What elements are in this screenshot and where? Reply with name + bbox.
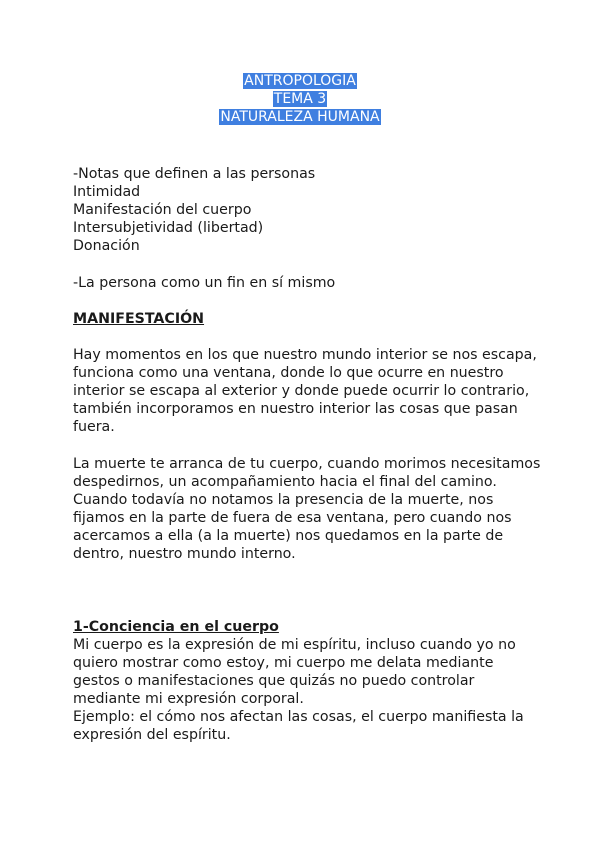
manifestacion-text: Cuando todavía no notamos la presencia de la muerte, nos fijamos en la parte de fuera de esa ventana, pero cuando nos acercamos a ella (a la muerte) nos quedamos en la parte de dentro, nuestro mundo interno.: [73, 492, 512, 562]
conciencia-section: [73, 618, 543, 744]
header-subject[interactable]: ANTROPOLOGIA: [244, 73, 356, 89]
conciencia-text: Mi cuerpo es la expresión de mi espíritu, incluso cuando yo no quiero mostrar como estoy, mi cuerpo me delata mediante gestos o manifestaciones que quizás no puedo controlar mediante mi expresión corporal.: [73, 637, 516, 707]
fin-section: [73, 274, 543, 292]
conciencia-text: Ejemplo: el cómo nos afectan las cosas, el cuerpo manifiesta la expresión del espíritu.: [73, 709, 524, 743]
manifestacion-text: Hay momentos en los que nuestro mundo interior se nos escapa, funciona como una ventana, donde lo que ocurre en nuestro interior se escapa al exterior y donde puede ocurrir lo contrario, también incorporamos en nuestro interior las cosas que pasan fuera.: [73, 347, 537, 435]
notes-item: Donación: [73, 238, 140, 254]
document-header: [0, 72, 600, 126]
notes-title: -Notas que definen a las personas: [73, 166, 316, 182]
manifestacion-text: La muerte te arranca de tu cuerpo, cuando morimos necesitamos despedirnos, un acompañamiento hacia el final del camino.: [73, 456, 541, 490]
notes-item: Manifestación del cuerpo: [73, 202, 252, 218]
manifestacion-heading-block: [73, 310, 543, 328]
notes-item: Intimidad: [73, 184, 141, 200]
manifestacion-paragraph-1: [73, 346, 543, 436]
fin-line: -La persona como un fin en sí mismo: [73, 275, 336, 291]
manifestacion-paragraph-2: [73, 455, 543, 563]
notes-section: [73, 165, 543, 255]
conciencia-heading: 1-Conciencia en el cuerpo: [73, 619, 279, 635]
notes-item: Intersubjetividad (libertad): [73, 220, 264, 236]
manifestacion-heading: MANIFESTACIÓN: [73, 311, 205, 327]
header-topic-number[interactable]: TEMA 3: [273, 91, 327, 107]
header-topic-title[interactable]: NATURALEZA HUMANA: [220, 109, 380, 125]
